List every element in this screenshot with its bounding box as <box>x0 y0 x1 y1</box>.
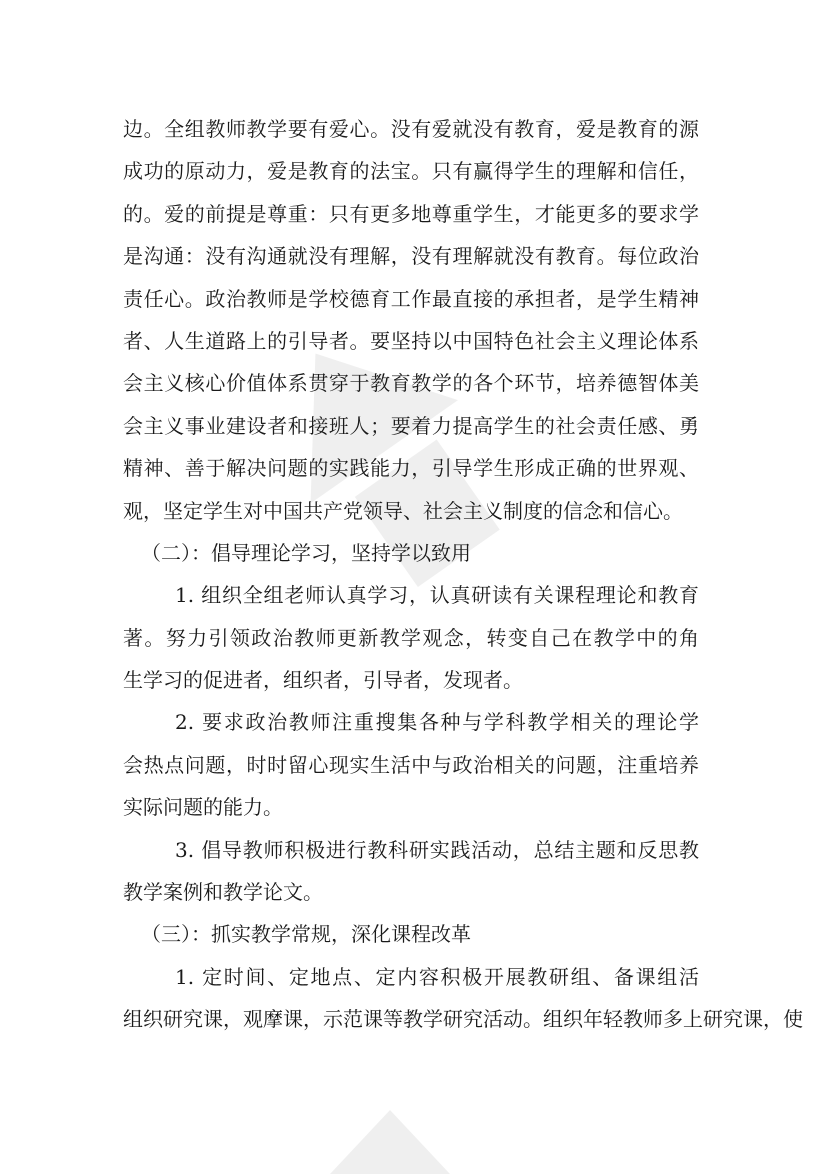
paragraph <box>123 829 699 914</box>
text-line: 生学习的促进者，组织者，引导者，发现者。 <box>123 668 523 693</box>
text-line: 成功的原动力，爱是教育的法宝。只有赢得学生的理解和信任， <box>123 159 699 184</box>
text-line: 3. 倡导教师积极进行教科研实践活动，总结主题和反思教 <box>175 837 699 862</box>
watermark-logo-bottom <box>330 1110 450 1174</box>
paragraph <box>123 574 699 701</box>
text-line: （二）：倡导理论学习，坚持学以致用 <box>141 540 471 565</box>
text-line: 会主义事业建设者和接班人；要着力提高学生的社会责任感、勇 <box>123 413 699 438</box>
text-line: 教学案例和教学论文。 <box>123 880 323 905</box>
paragraph <box>123 701 699 828</box>
text-line: 1. 组织全组老师认真学习，认真研读有关课程理论和教育 <box>175 583 699 608</box>
text-line: 实际问题的能力。 <box>123 795 283 820</box>
text-line: 者、人生道路上的引导者。要坚持以中国特色社会主义理论体系 <box>123 328 699 353</box>
text-line: 2. 要求政治教师注重搜集各种与学科教学相关的理论学 <box>175 710 699 735</box>
text-line: 著。努力引领政治教师更新教学观念，转变自己在教学中的角 <box>123 625 699 650</box>
text-line: 会热点问题，时时留心现实生活中与政治相关的问题，注重培养 <box>123 752 699 777</box>
document-body <box>123 108 803 1041</box>
text-line: 精神、善于解决问题的实践能力，引导学生形成正确的世界观、 <box>123 456 699 481</box>
paragraph <box>123 956 803 1041</box>
text-line: 组织研究课，观摩课，示范课等教学研究活动。组织年轻教师多上研究课，使 <box>123 1007 803 1032</box>
text-line: 边。全组教师教学要有爱心。没有爱就没有教育，爱是教育的源 <box>123 117 699 141</box>
paragraph <box>123 108 699 532</box>
text-line: 是沟通：没有沟通就没有理解，没有理解就没有教育。每位政治 <box>123 244 699 269</box>
text-line: 会主义核心价值体系贯穿于教育教学的各个环节，培养德智体美 <box>123 371 699 396</box>
section-heading <box>123 532 699 574</box>
text-line: 观，坚定学生对中国共产党领导、社会主义制度的信念和信心。 <box>123 498 683 523</box>
text-line: 1. 定时间、定地点、定内容积极开展教研组、备课组活 <box>175 964 699 989</box>
text-line: 的。爱的前提是尊重：只有更多地尊重学生，才能更多的要求学 <box>123 201 699 226</box>
section-heading <box>123 913 699 955</box>
text-line: 责任心。政治教师是学校德育工作最直接的承担者，是学生精神 <box>123 286 699 311</box>
text-line: （三）：抓实教学常规，深化课程改革 <box>141 922 471 947</box>
